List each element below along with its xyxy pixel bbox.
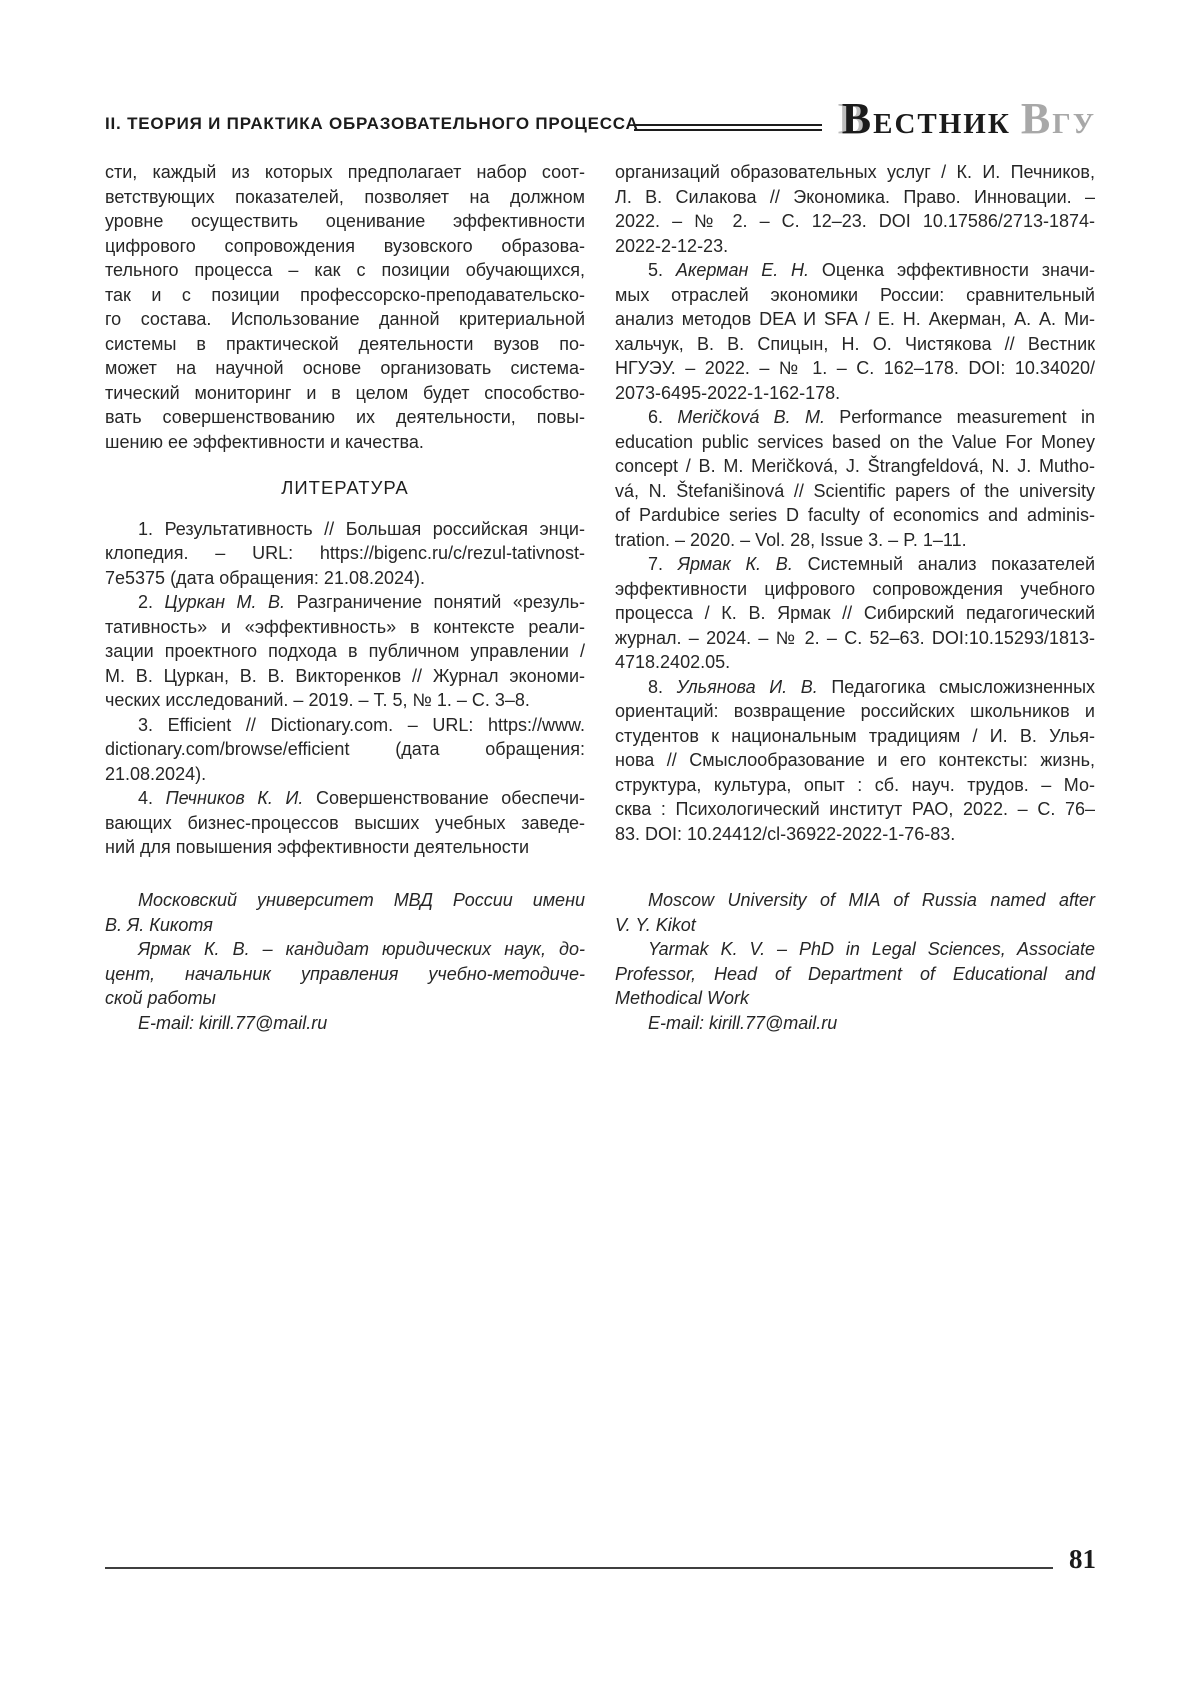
text-line: ний для повышения эффективности деятельности bbox=[105, 837, 530, 857]
text-line: цифрового сопровождения вузовского образова- bbox=[105, 235, 585, 256]
text-line: 2022. – № 2. – С. 12–23. DOI 10.17586/2713-1874- bbox=[615, 211, 1095, 231]
text-line: 8. Ульянова И. В. Педагогика смысложизненных bbox=[648, 676, 1096, 697]
text-line: Ярмак К. В. – кандидат юридических наук, до- bbox=[138, 939, 585, 959]
affiliation-en-author bbox=[615, 937, 1095, 1011]
text-line: E-mail: kirill.77@mail.ru bbox=[648, 1012, 838, 1033]
intro-paragraph bbox=[105, 160, 585, 454]
reference-item-3 bbox=[105, 713, 585, 787]
text-line: системы в практической деятельности вузов по- bbox=[105, 333, 585, 354]
text-line: 21.08.2024). bbox=[105, 763, 207, 784]
affiliation-ru-university bbox=[105, 888, 585, 937]
reference-item-8 bbox=[615, 675, 1095, 847]
text-line: вать совершенствованию их деятельности, повы- bbox=[105, 407, 585, 427]
reference-item-7 bbox=[615, 552, 1095, 675]
header-section-title: II. ТЕОРИЯ И ПРАКТИКА ОБРАЗОВАТЕЛЬНОГО ПРОЦЕССА bbox=[105, 114, 639, 133]
left-column bbox=[105, 160, 585, 860]
text-line: тический мониторинг и в целом будет способство- bbox=[105, 382, 585, 403]
text-line: 4. Печников К. И. Совершенствование обеспечи- bbox=[138, 788, 585, 808]
text-line: вающих бизнес-процессов высших учебных заведе- bbox=[105, 812, 585, 833]
text-line: Московский университет МВД России имени bbox=[138, 890, 585, 910]
text-line: структура, культура, опыт : сб. науч. трудов. – Мо- bbox=[615, 774, 1095, 795]
reference-item-4 bbox=[105, 786, 585, 860]
text-line: 83. DOI: 10.24412/cl-36922-2022-1-76-83. bbox=[615, 823, 956, 844]
text-line: ской работы bbox=[105, 988, 216, 1008]
text-line: Yarmak K. V. – PhD in Legal Sciences, Associate bbox=[648, 939, 1095, 959]
header-double-rule bbox=[634, 124, 822, 131]
text-line: тативность» и «эффективность» в контексте реали- bbox=[105, 616, 585, 637]
text-line: tration. – 2020. – Vol. 28, Issue 3. – P. 1–11. bbox=[615, 529, 967, 550]
affiliation-ru-author bbox=[105, 937, 585, 1011]
text-line: 2073-6495-2022-1-162-178. bbox=[615, 382, 841, 403]
text-line: education public services based on the Value For Money bbox=[615, 431, 1095, 452]
reference-item-1 bbox=[105, 517, 585, 591]
text-line: мых отраслей экономики России: сравнительный bbox=[615, 284, 1095, 305]
right-column bbox=[615, 160, 1095, 846]
text-line: цент, начальник управления учебно-методиче- bbox=[105, 963, 585, 984]
reference-item-5 bbox=[615, 258, 1095, 405]
affiliation-en-email bbox=[615, 1011, 1095, 1036]
text-line: Methodical Work bbox=[615, 988, 750, 1008]
text-line: может на научной основе организовать система- bbox=[105, 358, 585, 378]
text-line: 4718.2402.05. bbox=[615, 652, 731, 672]
page-number: 81 bbox=[1069, 1544, 1096, 1574]
text-line: тельного процесса – как с позиции обучающихся, bbox=[105, 260, 585, 280]
text-line: нова // Смыслообразование и его контексты: жизнь, bbox=[615, 750, 1095, 770]
journal-logo bbox=[841, 94, 1096, 143]
text-line: НГУЭУ. – 2022. – № 1. – С. 162–178. DOI: 10.34020/ bbox=[615, 358, 1095, 378]
text-line: анализ методов DEA И SFA / Е. Н. Акерман, А. А. Ми- bbox=[615, 309, 1095, 329]
text-line: 2. Цуркан М. В. Разграничение понятий «резуль- bbox=[138, 592, 585, 612]
text-line: шению ее эффективности и качества. bbox=[105, 431, 424, 452]
logo-word-vgu: ВГУ bbox=[1020, 94, 1096, 143]
reference-item-6 bbox=[615, 405, 1095, 552]
text-line: 2022-2-12-23. bbox=[615, 235, 729, 256]
text-line: сква : Психологический институт РАО, 2022. – С. 76– bbox=[615, 799, 1095, 819]
text-line: E-mail: kirill.77@mail.ru bbox=[138, 1012, 328, 1033]
text-line: эффективности цифрового сопровождения учебного bbox=[615, 578, 1095, 599]
logo-word-vestnik: ВЕСТНИК bbox=[841, 94, 1011, 143]
text-line: of Pardubice series D faculty of economics and adminis- bbox=[615, 505, 1095, 525]
text-line: зации проектного подхода в публичном управлении / bbox=[105, 641, 585, 661]
text-line: Professor, Head of Department of Educational and bbox=[615, 963, 1095, 984]
reference-item-2 bbox=[105, 590, 585, 713]
text-line: хальчук, В. В. Спицын, Н. О. Чистякова // Вестник bbox=[615, 333, 1095, 354]
text-line: так и с позиции профессорско-преподавательско- bbox=[105, 284, 585, 305]
text-line: 6. Meričková B. M. Performance measurement in bbox=[648, 407, 1095, 427]
text-line: сти, каждый из которых предполагает набор соот- bbox=[105, 162, 585, 182]
text-line: 3. Efficient // Dictionary.com. – URL: https://www. bbox=[138, 714, 585, 735]
text-line: процесса / К. В. Ярмак // Сибирский педагогический bbox=[615, 603, 1095, 623]
text-line: V. Y. Kikot bbox=[615, 914, 696, 935]
text-line: В. Я. Кикотя bbox=[105, 914, 213, 935]
reference-item-4-continued bbox=[615, 160, 1095, 258]
text-line: 7e5375 (дата обращения: 21.08.2024). bbox=[105, 567, 426, 588]
affiliation-ru-email bbox=[105, 1011, 585, 1036]
text-line: студентов к национальным традициям / И. В. Улья- bbox=[615, 725, 1095, 746]
text-line: го состава. Использование данной критериальной bbox=[105, 309, 585, 329]
affiliation-ru bbox=[105, 888, 585, 1035]
text-line: vá, N. Štefanišinová // Scientific papers of the university bbox=[615, 480, 1095, 501]
text-line: уровне осуществить оценивание эффективности bbox=[105, 211, 585, 231]
footer-rule bbox=[105, 1567, 1053, 1569]
text-line: ческих исследований. – 2019. – Т. 5, № 1. – С. 3–8. bbox=[105, 690, 530, 710]
text-line: 7. Ярмак К. В. Системный анализ показателей bbox=[648, 554, 1096, 574]
affiliation-en bbox=[615, 888, 1095, 1035]
text-line: concept / B. M. Meričková, J. Štrangfeldová, N. J. Mutho- bbox=[615, 456, 1095, 476]
text-line: 1. Результативность // Большая российская энци- bbox=[138, 518, 585, 539]
text-line: Moscow University of MIA of Russia named after bbox=[648, 890, 1095, 910]
text-line: Л. В. Силакова // Экономика. Право. Инновации. – bbox=[615, 186, 1095, 207]
text-line: 5. Акерман Е. Н. Оценка эффективности значи- bbox=[648, 260, 1095, 280]
literature-heading: ЛИТЕРАТУРА bbox=[281, 477, 409, 498]
text-line: М. В. Цуркан, В. В. Викторенков // Журнал экономи- bbox=[105, 665, 585, 686]
text-line: клопедия. – URL: https://bigenc.ru/c/rezul-tativnost- bbox=[105, 543, 585, 563]
text-line: dictionary.com/browse/efficient (дата обращения: bbox=[105, 739, 585, 759]
affiliation-en-university bbox=[615, 888, 1095, 937]
text-line: ориентаций: возвращение российских школьников и bbox=[615, 701, 1095, 721]
text-line: журнал. – 2024. – № 2. – С. 52–63. DOI:10.15293/1813- bbox=[615, 627, 1095, 648]
text-line: организаций образовательных услуг / К. И. Печников, bbox=[615, 162, 1095, 182]
text-line: ветствующих показателей, позволяет на должном bbox=[105, 186, 585, 207]
